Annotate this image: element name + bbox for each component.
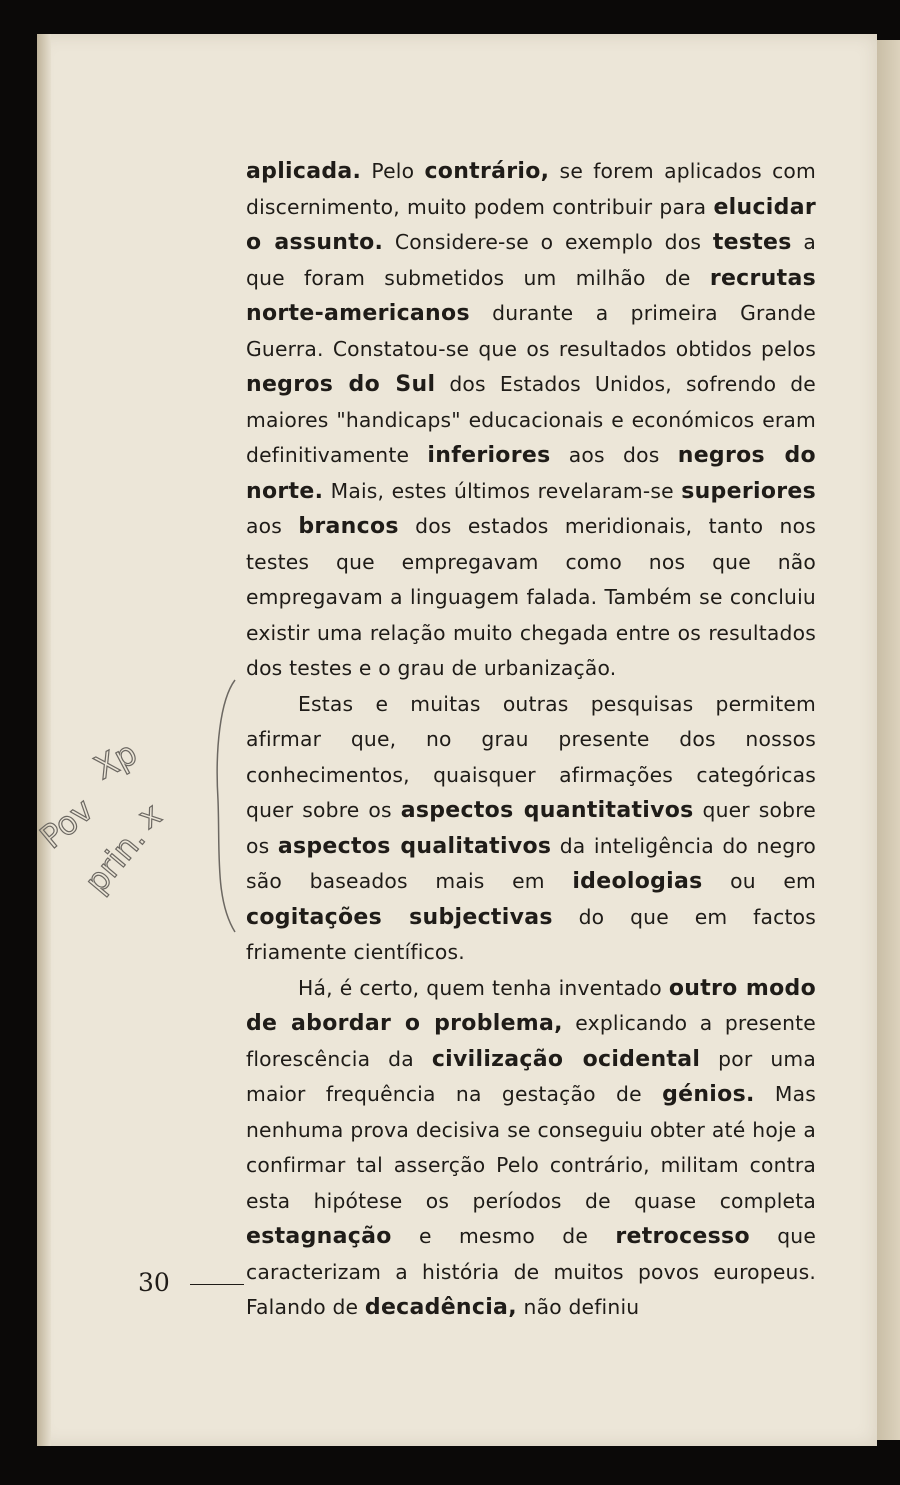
bold-term: recrutas norte-americanos — [246, 265, 816, 326]
text-run: Pelo — [361, 159, 425, 183]
text-run: a que foram submetidos um milhão de — [246, 230, 817, 290]
bold-term: retrocesso — [615, 1224, 750, 1249]
text-run: quer sobre os — [246, 798, 816, 858]
bold-term: inferiores — [427, 443, 551, 468]
text-run: não definiu — [516, 1295, 640, 1319]
text-run: dos Estados Unidos, sofrendo de maiores "handicaps" educacionais e económicos eram definitivamente — [246, 372, 816, 467]
text-run: ou em — [702, 869, 817, 893]
text-run: Mas nenhuma prova decisiva se conseguiu obter até hoje a confirmar tal asserção Pelo contrário, militam contra esta hipótese os períodos de quase completa — [246, 1082, 816, 1213]
adjacent-page-edge — [877, 40, 900, 1440]
annotation-line-4: x — [130, 794, 169, 837]
text-run: aos — [246, 514, 299, 538]
bold-term: estagnação — [246, 1224, 392, 1249]
text-run: Estas e muitas outras pesquisas permitem afirmar que, no grau presente dos nossos conhecimentos, quaisquer afirmações categóricas quer sobre os — [246, 691, 816, 822]
bold-term: contrário, — [424, 159, 550, 184]
text-run: dos estados meridionais, tanto nos testes que empregavam como nos que não empregavam a linguagem falada. Também se concluiu existir uma relação muito chegada entre os resultados dos testes e o grau de urbanização. — [246, 514, 816, 680]
bold-term: génios. — [662, 1082, 755, 1107]
bold-term: cogitações subjectivas — [246, 904, 553, 930]
annotation-line-2: Pov — [32, 790, 101, 857]
paragraph — [246, 971, 816, 1326]
bold-term: brancos — [298, 514, 399, 539]
paragraph — [246, 687, 816, 971]
annotation-bracket — [217, 680, 235, 932]
bold-term: negros do norte. — [246, 443, 816, 504]
text-run: do que em factos friamente científicos. — [246, 904, 816, 964]
bold-term: decadência, — [364, 1295, 517, 1320]
bold-term: aspectos quantitativos — [400, 798, 694, 823]
text-run: se forem aplicados com discernimento, muito podem contribuir para — [246, 159, 816, 219]
text-run: e mesmo de — [391, 1224, 616, 1248]
annotation-line-3: prin. — [77, 819, 153, 901]
bold-term: negros do Sul — [246, 372, 436, 397]
bold-term: testes — [712, 230, 792, 255]
text-run: que caracterizam a história de muitos povos europeus. Falando de — [246, 1224, 817, 1319]
text-run: por uma maior frequência na gestação de — [246, 1046, 816, 1106]
paragraph — [246, 154, 816, 687]
bold-term: outro modo de abordar o problema, — [246, 975, 816, 1036]
bold-term: civilização ocidental — [431, 1046, 701, 1072]
text-run: explicando a presente florescência da — [246, 1011, 816, 1071]
text-run: durante a primeira Grande Guerra. Constatou-se que os resultados obtidos pelos — [246, 301, 816, 361]
handwritten-margin-annotation — [32, 660, 260, 950]
bold-term: aspectos qualitativos — [277, 833, 552, 859]
text-run: Há, é certo, quem tenha inventado — [298, 975, 669, 1000]
text-run: Considere-se o exemplo dos — [383, 230, 713, 254]
body-text — [246, 154, 816, 1326]
bold-term: elucidar o assunto. — [246, 194, 816, 255]
text-run: Mais, estes últimos revelaram-se — [323, 478, 682, 503]
text-run: da inteligência do negro são baseados mais em — [246, 833, 816, 893]
bold-term: superiores — [681, 478, 816, 504]
page-number-rule — [190, 1284, 244, 1285]
text-run: aos dos — [550, 443, 678, 467]
bold-term: aplicada. — [246, 159, 362, 184]
page-number: 30 — [138, 1268, 170, 1297]
annotation-line-1: Xp — [87, 733, 144, 788]
bold-term: ideologias — [572, 869, 703, 894]
